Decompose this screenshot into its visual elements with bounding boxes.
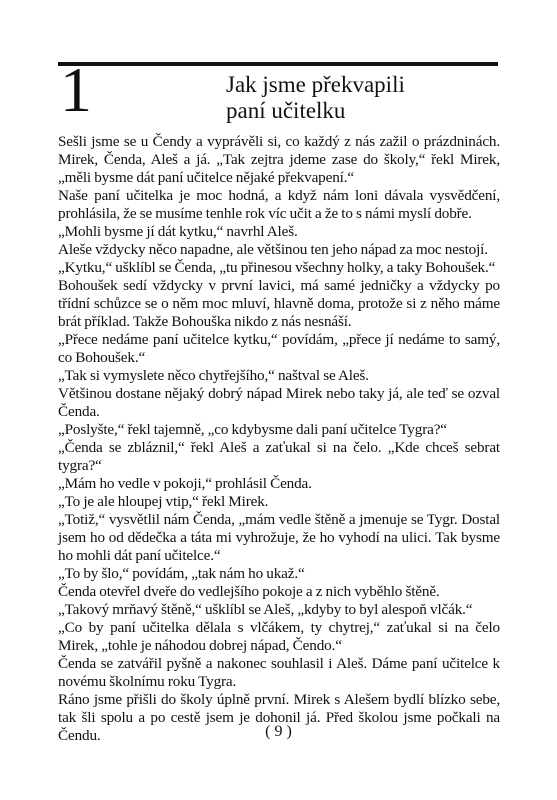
paragraph: „Mám ho vedle v pokoji,“ prohlásil Čenda.: [58, 475, 312, 492]
chapter-body: [58, 133, 500, 745]
page-number: ( 9 ): [265, 723, 292, 740]
paragraph: Ráno jsme přišli do školy úplně první. Mirek s Alešem bydlí blízko sebe, tak šli spolu a po cestě jsem je dohonil já. Před školou jsme počkali na Čendu.: [58, 691, 500, 744]
paragraph: Sešli jsme se u Čendy a vyprávěli si, co každý z nás zažil o prázdninách. Mirek, Čenda, Aleš a já. „Tak zejtra jdeme zase do školy,“ řekl Mirek, „měli bysme dát paní učitelce nějaké překvapení.“: [58, 133, 500, 186]
paragraph: „Čenda se zbláznil,“ řekl Aleš a zaťukal si na čelo. „Kde chceš sebrat tygra?“: [58, 439, 500, 474]
paragraph: Čenda otevřel dveře do vedlejšího pokoje a z nich vyběhlo štěně.: [58, 583, 440, 600]
paragraph: „Kytku,“ ušklíbl se Čenda, „tu přinesou všechny holky, a taky Bohoušek.“: [58, 259, 496, 276]
paragraph: Aleše vždycky něco napadne, ale většinou ten jeho nápad za moc nestojí.: [58, 241, 488, 258]
chapter-title-line-2: paní učitelku: [226, 98, 346, 123]
paragraph: „Takový mrňavý štěně,“ ušklíbl se Aleš, „kdyby to byl alespoň vlčák.“: [58, 601, 473, 618]
paragraph: Většinou dostane nějaký dobrý nápad Mirek nebo taky já, ale teď se ozval Čenda.: [58, 385, 500, 420]
paragraph: „Tak si vymyslete něco chytřejšího,“ naštval se Aleš.: [58, 367, 369, 384]
chapter-number: 1: [60, 54, 92, 125]
paragraph: Naše paní učitelka je moc hodná, a když nám loni dávala vysvědčení, prohlásila, že se musíme tenhle rok víc učit a že to s námi myslí dobře.: [58, 187, 500, 222]
chapter-title: [226, 72, 496, 124]
paragraph: „Poslyšte,“ řekl tajemně, „co kdybysme dali paní učitelce Tygra?“: [58, 421, 447, 438]
paragraph: Bohoušek sedí vždycky v první lavici, má samé jedničky a vždycky po třídní schůzce se o něm moc mluví, hlavně doma, protože si z něho máme brát příklad. Takže Bohouška nikdo z nás nesnáší.: [58, 277, 500, 330]
paragraph: „Co by paní učitelka dělala s vlčákem, ty chytrej,“ zaťukal si na čelo Mirek, „tohle je náhodou dobrej nápad, Čendo.“: [58, 619, 500, 654]
chapter-title-line-1: Jak jsme překvapili: [226, 72, 405, 97]
paragraph: „Přece nedáme paní učitelce kytku,“ povídám, „přece jí nedáme to samý, co Bohoušek.“: [58, 331, 500, 366]
paragraph: Čenda se zatvářil pyšně a nakonec souhlasil i Aleš. Dáme paní učitelce k novému školnímu roku Tygra.: [58, 655, 500, 690]
chapter-top-rule: [58, 62, 498, 66]
paragraph: „Totiž,“ vysvětlil nám Čenda, „mám vedle štěně a jmenuje se Tygr. Dostal jsem ho od dědečka a táta mi vyhrožuje, že ho vyhodí na ulici. Tak bysme ho mohli dát paní učitelce.“: [58, 511, 500, 564]
paragraph: „To by šlo,“ povídám, „tak nám ho ukaž.“: [58, 565, 305, 582]
paragraph: „Mohli bysme jí dát kytku,“ navrhl Aleš.: [58, 223, 298, 240]
paragraph: „To je ale hloupej vtip,“ řekl Mirek.: [58, 493, 269, 510]
